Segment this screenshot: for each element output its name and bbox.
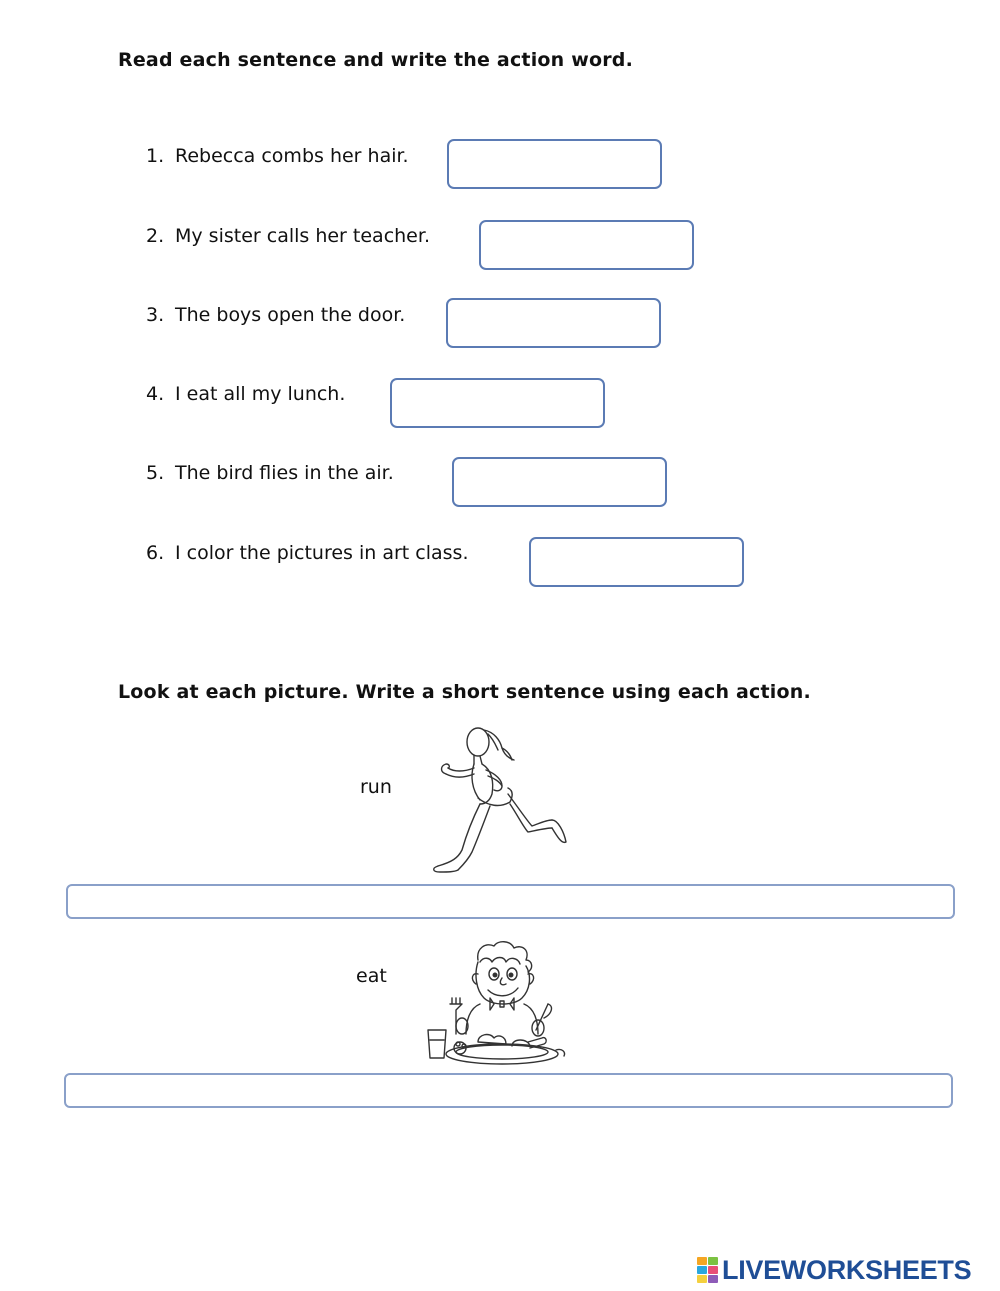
brand-name: LIVEWORKSHEETS bbox=[722, 1254, 972, 1285]
answer-input-4[interactable] bbox=[392, 380, 603, 426]
sentence-6 bbox=[146, 541, 469, 565]
sentence-line-eat[interactable] bbox=[64, 1073, 953, 1108]
answer-box-4[interactable] bbox=[390, 378, 605, 428]
sentence-number: 1. bbox=[146, 145, 165, 167]
sentence-text: I eat all my lunch. bbox=[175, 383, 346, 405]
sentence-1 bbox=[146, 144, 409, 168]
sentence-number: 3. bbox=[146, 304, 165, 326]
running-girl-icon bbox=[428, 720, 570, 876]
section2-instruction: Look at each picture. Write a short sentence using each action. bbox=[118, 681, 811, 703]
answer-box-5[interactable] bbox=[452, 457, 667, 507]
sentence-text: Rebecca combs her hair. bbox=[175, 145, 409, 167]
answer-box-6[interactable] bbox=[529, 537, 744, 587]
section1-instruction: Read each sentence and write the action word. bbox=[118, 49, 634, 71]
action-word-eat: eat bbox=[356, 965, 387, 987]
sentence-number: 4. bbox=[146, 383, 165, 405]
logo-blocks-icon bbox=[697, 1257, 719, 1283]
answer-input-6[interactable] bbox=[531, 539, 742, 585]
sentence-line-run[interactable] bbox=[66, 884, 955, 919]
liveworksheets-logo bbox=[697, 1254, 971, 1286]
action-word-run: run bbox=[360, 776, 392, 798]
sentence-text: The bird flies in the air. bbox=[175, 462, 394, 484]
answer-box-3[interactable] bbox=[446, 298, 661, 348]
sentence-input-run[interactable] bbox=[68, 886, 953, 917]
answer-input-1[interactable] bbox=[449, 141, 660, 187]
sentence-4 bbox=[146, 382, 345, 406]
sentence-number: 5. bbox=[146, 462, 165, 484]
sentence-number: 6. bbox=[146, 542, 165, 564]
sentence-5 bbox=[146, 461, 394, 485]
answer-input-2[interactable] bbox=[481, 222, 692, 268]
boy-eating-icon bbox=[418, 938, 568, 1068]
sentence-input-eat[interactable] bbox=[66, 1075, 951, 1106]
sentence-text: My sister calls her teacher. bbox=[175, 225, 430, 247]
answer-box-2[interactable] bbox=[479, 220, 694, 270]
sentence-2 bbox=[146, 224, 430, 248]
sentence-text: The boys open the door. bbox=[175, 304, 406, 326]
answer-input-3[interactable] bbox=[448, 300, 659, 346]
sentence-text: I color the pictures in art class. bbox=[175, 542, 469, 564]
sentence-3 bbox=[146, 303, 405, 327]
answer-box-1[interactable] bbox=[447, 139, 662, 189]
sentence-number: 2. bbox=[146, 225, 165, 247]
answer-input-5[interactable] bbox=[454, 459, 665, 505]
